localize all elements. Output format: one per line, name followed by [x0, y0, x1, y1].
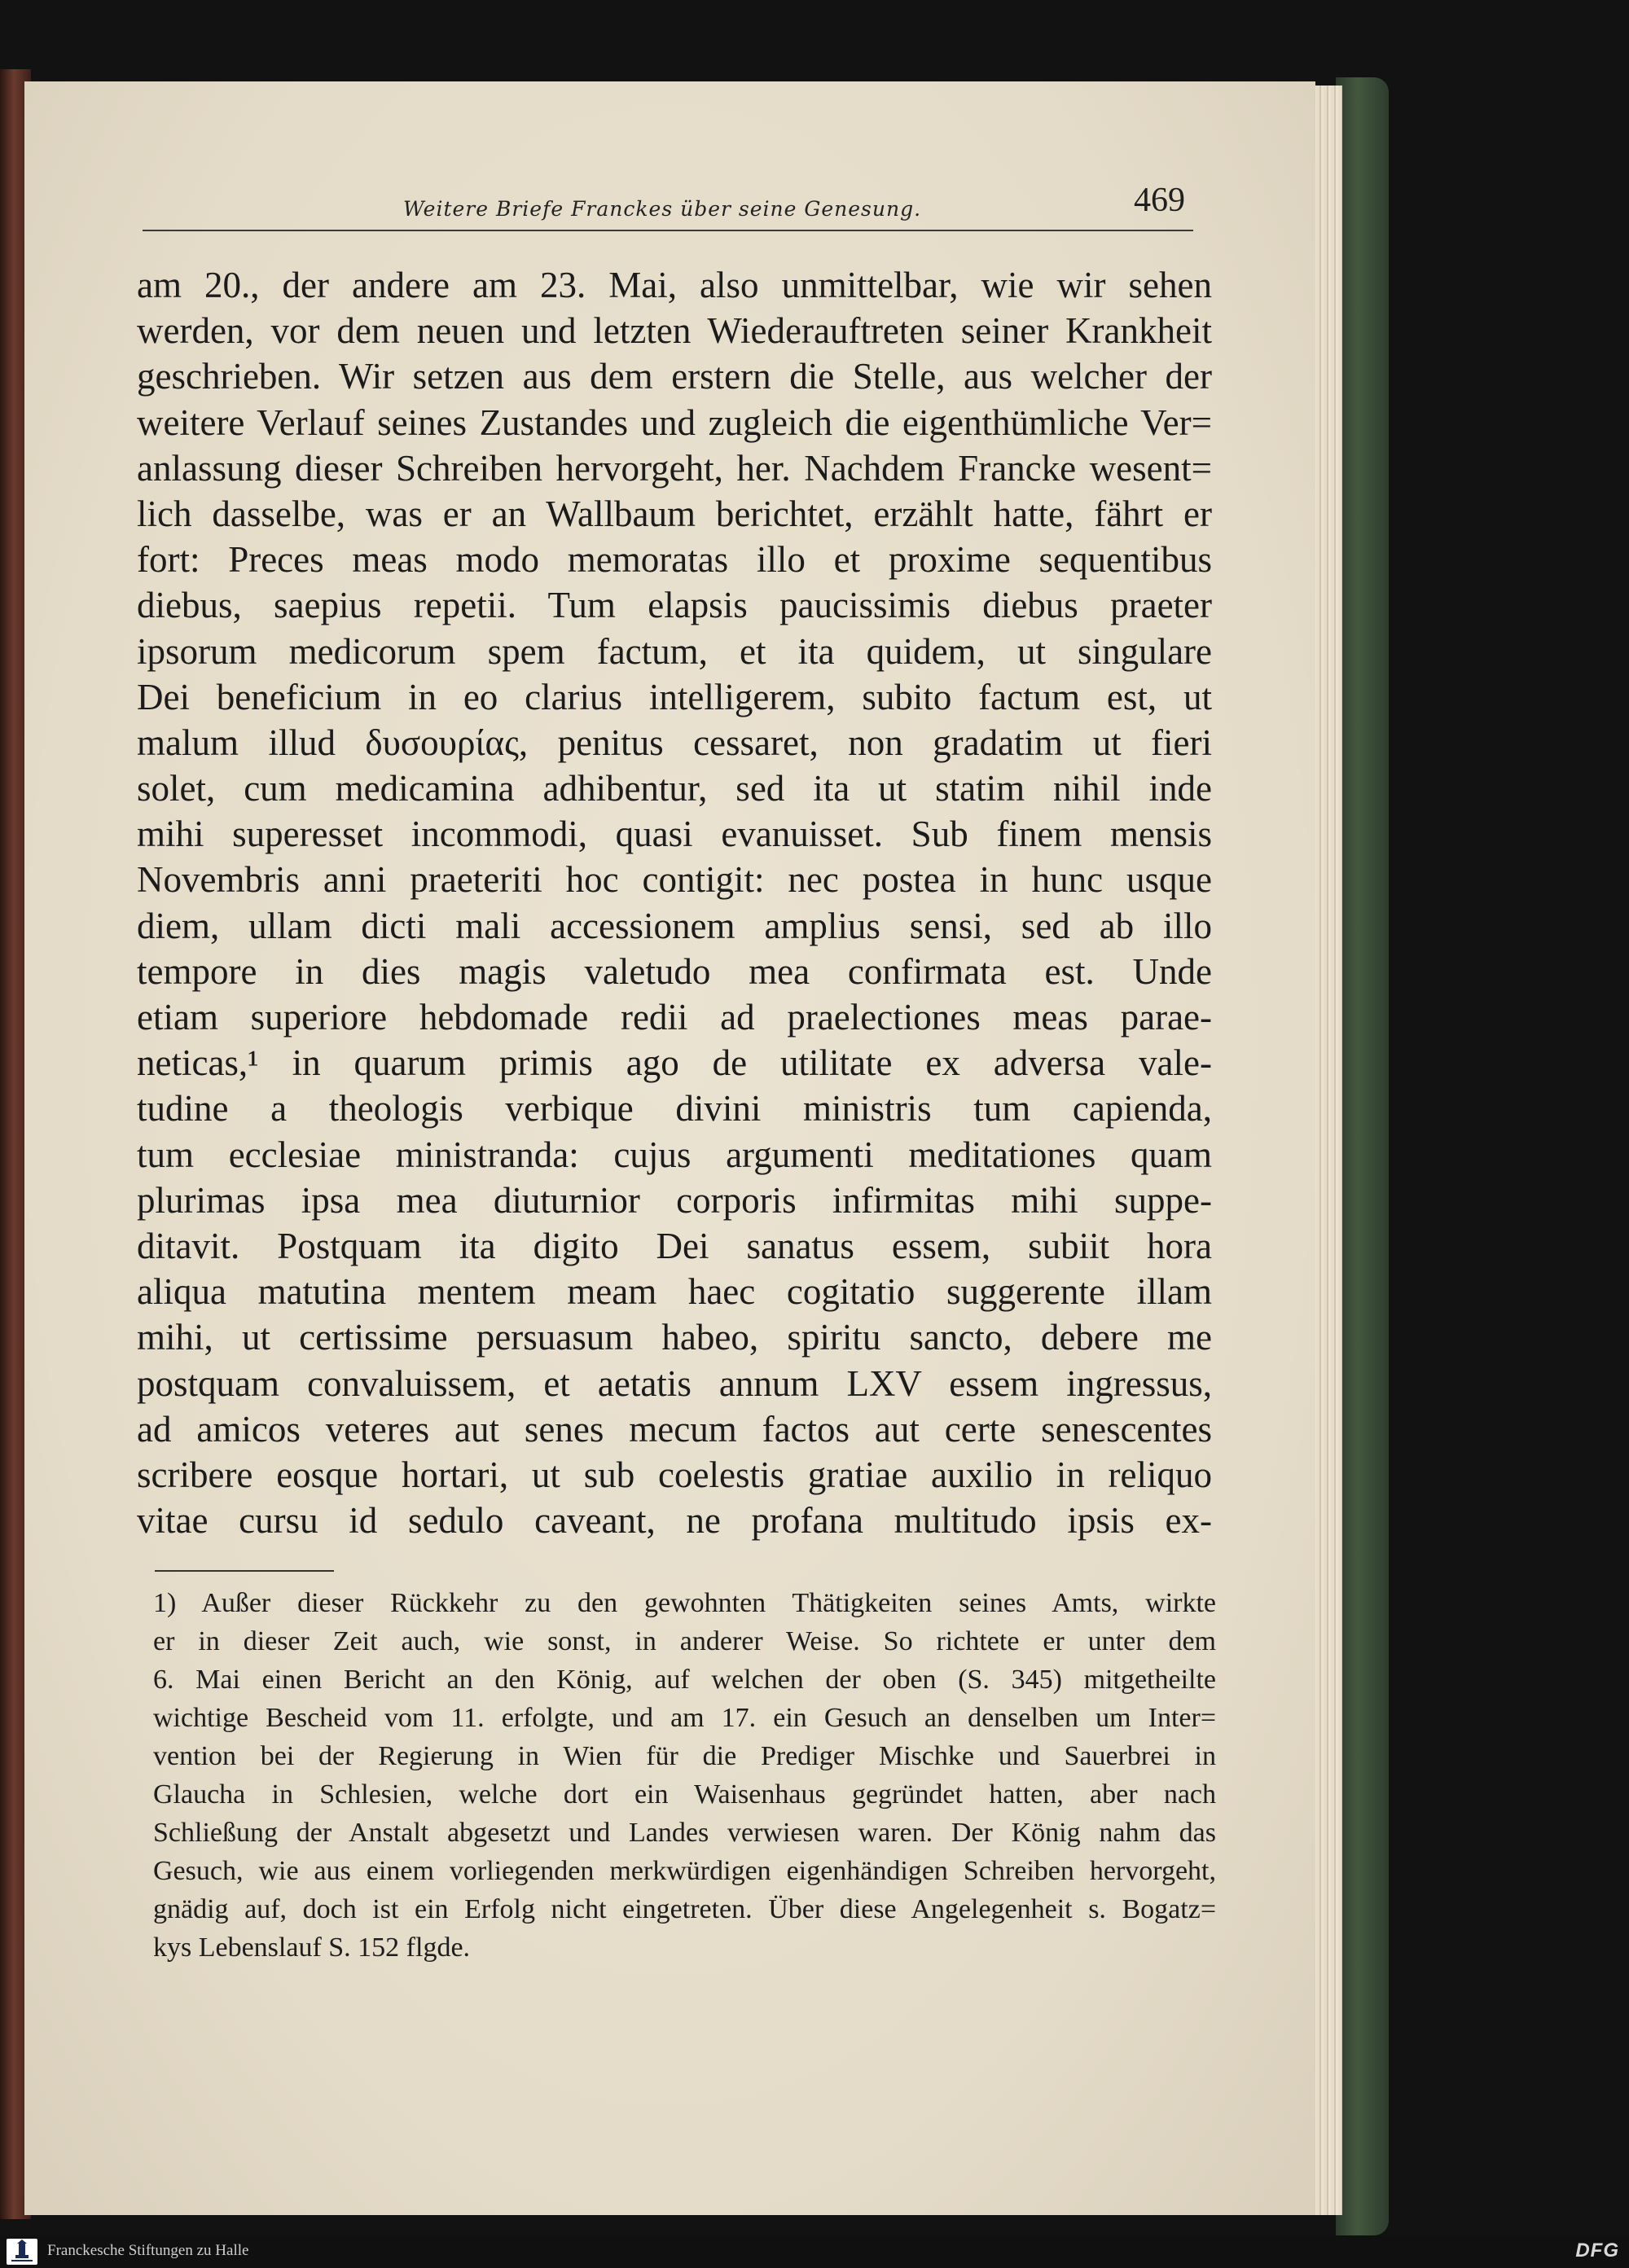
text-line: etiam superiore hebdomade redii ad praelectiones meas parae- [137, 997, 1212, 1037]
text-line: weitere Verlauf seines Zustandes und zugleich die eigenthümliche Ver= [137, 401, 1212, 443]
text-line: solet, cum medicamina adhibentur, sed ita ut statim nihil inde [137, 768, 1212, 809]
text-line: anlassung dieser Schreiben hervorgeht, her. Nachdem Francke wesent= [137, 447, 1212, 489]
text-line: geschrieben. Wir setzen aus dem erstern die Stelle, aus welcher der [137, 356, 1212, 397]
footnote-line: Gesuch, wie aus einem vorliegenden merkwürdigen eigenhändigen Schreiben hervorgeht, [153, 1856, 1216, 1886]
text-line: tudine a theologis verbique divini ministris tum capienda, [137, 1088, 1212, 1130]
book-cover-edge [1336, 77, 1389, 2235]
text-line: mihi, ut certissime persuasum habeo, spiritu sancto, debere me [137, 1317, 1212, 1358]
text-line: ad amicos veteres aut senes mecum factos aut certe senescentes [137, 1408, 1212, 1450]
text-line: scribere eosque hortari, ut sub coelestis gratiae auxilio in reliquo [137, 1454, 1212, 1495]
institution-name: Franckesche Stiftungen zu Halle [47, 2242, 249, 2259]
text-line: lich dasselbe, was er an Wallbaum berichtet, erzählt hatte, fährt er [137, 493, 1212, 534]
footnote-line: Schließung der Anstalt abgesetzt und Landes verwiesen waren. Der König nahm das [153, 1818, 1216, 1848]
text-line: neticas,¹ in quarum primis ago de utilitate ex adversa vale- [137, 1042, 1212, 1084]
footnote-line: er in dieser Zeit auch, wie sonst, in anderer Weise. So richtete er unter dem [153, 1626, 1216, 1656]
footnote-line: kys Lebenslauf S. 152 flgde. [153, 1932, 471, 1963]
text-line: tum ecclesiae ministranda: cujus argumenti meditationes quam [137, 1134, 1212, 1175]
dfg-logo: DFG [1575, 2239, 1619, 2261]
footnote-line: wichtige Bescheid vom 11. erfolgte, und am 17. ein Gesuch an denselben um Inter= [153, 1703, 1216, 1733]
text-line: diebus, saepius repetii. Tum elapsis paucissimis diebus praeter [137, 585, 1212, 626]
running-title: Weitere Briefe Franckes über seine Genesung. [403, 197, 922, 221]
text-line: werden, vor dem neuen und letzten Wiederauftreten seiner Krankheit [137, 310, 1212, 352]
footnotes [153, 1584, 1216, 1967]
francke-foundation-logo-icon [7, 2239, 37, 2265]
text-line: postquam convaluissem, et aetatis annum LXV essem ingressus, [137, 1362, 1212, 1404]
text-line: vitae cursu id sedulo caveant, ne profana multitudo ipsis ex- [137, 1500, 1212, 1542]
footnote-rule [155, 1570, 334, 1572]
footnote-line: 6. Mai einen Bericht an den König, auf welchen der oben (S. 345) mitgetheilte [153, 1665, 1216, 1695]
page-number: 469 [1134, 182, 1185, 219]
text-line: Novembris anni praeteriti hoc contigit: nec postea in hunc usque [137, 859, 1212, 901]
text-line: diem, ullam dicti mali accessionem amplius sensi, sed ab illo [137, 905, 1212, 946]
text-line: fort: Preces meas modo memoratas illo et proxime sequentibus [137, 539, 1212, 581]
footnote-line: 1) Außer dieser Rückkehr zu den gewohnten Thätigkeiten seines Amts, wirkte [153, 1588, 1216, 1618]
text-line: aliqua matutina mentem meam haec cogitatio suggerente illam [137, 1271, 1212, 1313]
footnote-line: vention bei der Regierung in Wien für die Prediger Mischke und Sauerbrei in [153, 1741, 1216, 1771]
text-line: plurimas ipsa mea diuturnior corporis infirmitas mihi suppe- [137, 1179, 1212, 1221]
running-head [143, 181, 1193, 231]
footnote-line: Glaucha in Schlesien, welche dort ein Waisenhaus gegründet hatten, aber nach [153, 1779, 1216, 1810]
footnote-line: gnädig auf, doch ist ein Erfolg nicht eingetreten. Über diese Angelegenheit s. Bogatz= [153, 1894, 1216, 1924]
text-line: ipsorum medicorum spem factum, et ita quidem, ut singulare [137, 630, 1212, 672]
text-line: mihi superesset incommodi, quasi evanuisset. Sub finem mensis [137, 814, 1212, 855]
text-line: am 20., der andere am 23. Mai, also unmittelbar, wie wir sehen [137, 265, 1212, 305]
text-line: tempore in dies magis valetudo mea confirmata est. Unde [137, 950, 1212, 992]
text-line: Dei beneficium in eo clarius intelligerem, subito factum est, ut [137, 676, 1212, 717]
body-text [137, 262, 1212, 1543]
text-line: ditavit. Postquam ita digito Dei sanatus essem, subiit hora [137, 1225, 1212, 1266]
text-line: malum illud δυσουρίας, penitus cessaret, non gradatim ut fieri [137, 722, 1212, 763]
